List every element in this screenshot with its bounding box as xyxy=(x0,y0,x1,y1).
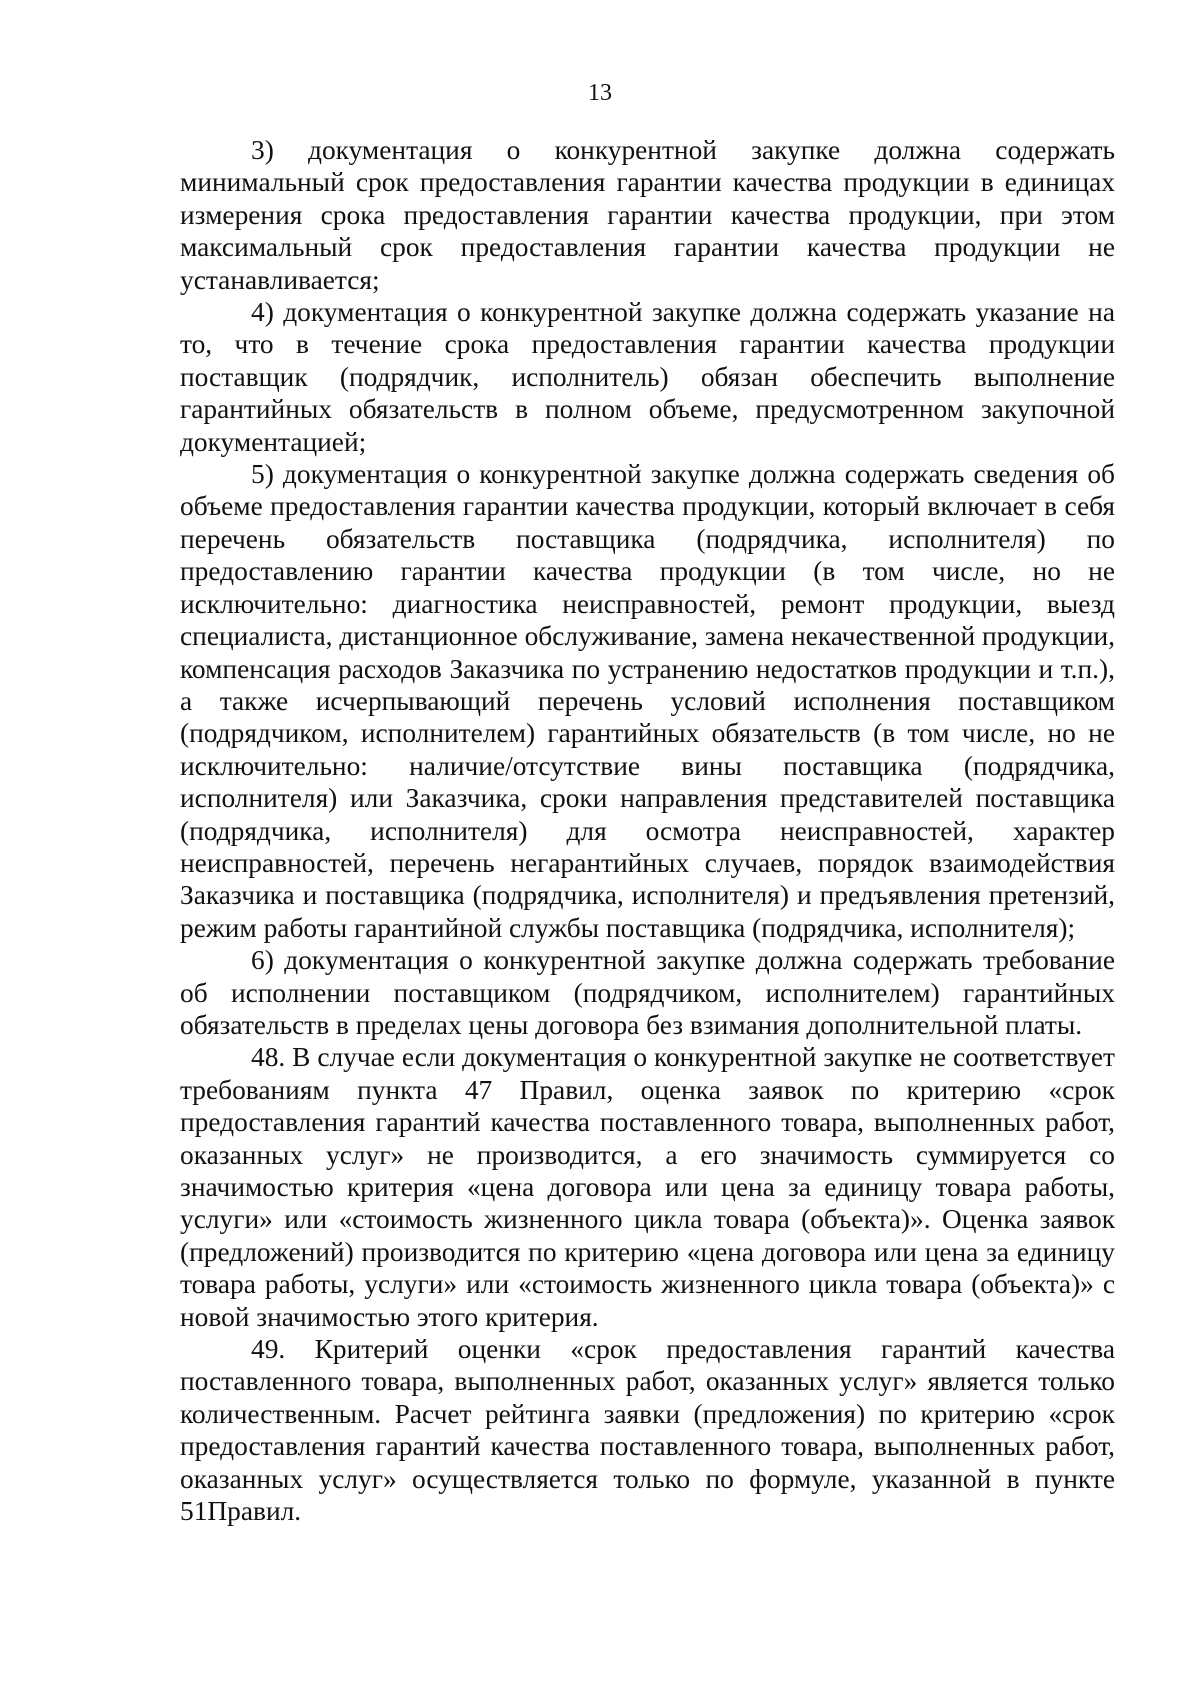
paragraph-item-5: 5) документация о конкурентной закупке должна содержать сведения об объеме предоставления гарантии качества продукции, который включает в себя перечень обязательств поставщика (подрядчика, исполнителя) по предоставлению гарантии качества продукции (в том числе, но не исключительно: диагностика неисправностей, ремонт продукции, выезд специалиста, дистанционное обслуживание, замена некачественной продукции, компенсация расходов Заказчика по устранению недостатков продукции и т.п.), а также исчерпывающий перечень условий исполнения поставщиком (подрядчиком, исполнителем) гарантийных обязательств (в том числе, но не исключительно: наличие/отсутствие вины поставщика (подрядчика, исполнителя) или Заказчика, сроки направления представителей поставщика (подрядчика, исполнителя) для осмотра неисправностей, характер неисправностей, перечень негарантийных случаев, порядок взаимодействия Заказчика и поставщика (подрядчика, исполнителя) и предъявления претензий, режим работы гарантийной службы поставщика (подрядчика, исполнителя); xyxy=(180,459,1115,943)
paragraph-clause-49: 49. Критерий оценки «срок предоставления гарантий качества поставленного товара, выполненных работ, оказанных услуг» является только количественным. Расчет рейтинга заявки (предложения) по критерию «срок предоставления гарантий качества поставленного товара, выполненных работ, оказанных услуг» осуществляется только по формуле, указанной в пункте 51Правил. xyxy=(180,1334,1115,1527)
paragraph-item-4: 4) документация о конкурентной закупке должна содержать указание на то, что в течение срока предоставления гарантии качества продукции поставщик (подрядчик, исполнитель) обязан обеспечить выполнение гарантийных обязательств в полном объеме, предусмотренном закупочной документацией; xyxy=(180,297,1115,457)
paragraph-clause-48: 48. В случае если документация о конкурентной закупке не соответствует требованиям пункта 47 Правил, оценка заявок по критерию «срок предоставления гарантий качества поставленного товара, выполненных работ, оказанных услуг» не производится, а его значимость суммируется со значимостью критерия «цена договора или цена за единицу товара работы, услуги» или «стоимость жизненного цикла товара (объекта)». Оценка заявок (предложений) производится по критерию «цена договора или цена за единицу товара работы, услуги» или «стоимость жизненного цикла товара (объекта)» с новой значимостью этого критерия. xyxy=(180,1042,1115,1332)
paragraph-item-3: 3) документация о конкурентной закупке должна содержать минимальный срок предоставления гарантии качества продукции в единицах измерения срока предоставления гарантии качества продукции, при этом максимальный срок предоставления гарантии качества продукции не устанавливается; xyxy=(180,135,1115,295)
page-number: 13 xyxy=(588,80,612,106)
paragraph-item-6: 6) документация о конкурентной закупке должна содержать требование об исполнении поставщиком (подрядчиком, исполнителем) гарантийных обязательств в пределах цены договора без взимания дополнительной платы. xyxy=(180,945,1115,1040)
document-body xyxy=(180,134,1115,1527)
